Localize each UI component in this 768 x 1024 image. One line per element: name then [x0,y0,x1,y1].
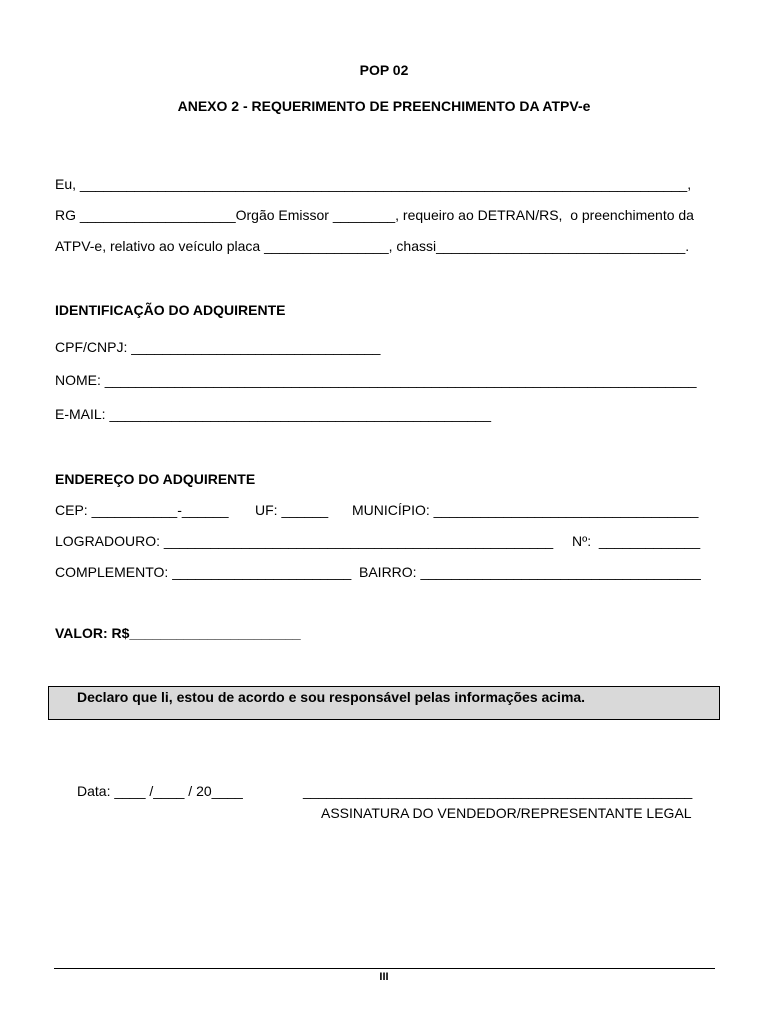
name-field: NOME: ____________________________________________________________________________ [55,372,697,388]
signature-line: __________________________________________________ [303,783,693,799]
declaration-text: Declaro que li, estou de acordo e sou responsável pelas informações acima. [77,689,586,705]
bairro-field: BAIRRO: ____________________________________ [359,564,701,580]
buyer-address-heading: ENDEREÇO DO ADQUIRENTE [55,471,256,487]
statement-line-1: Eu, ______________________________________________________________________________, [55,176,692,192]
buyer-identification-heading: IDENTIFICAÇÃO DO ADQUIRENTE [55,302,286,318]
annex-title: ANEXO 2 - REQUERIMENTO DE PREENCHIMENTO DA ATPV-e [177,98,591,114]
numero-field: Nº: _____________ [572,533,701,549]
municipio-field: MUNICÍPIO: __________________________________ [352,502,699,518]
valor-field: VALOR: R$______________________ [55,625,301,641]
statement-line-2: RG ____________________Orgão Emissor ________, requeiro ao DETRAN/RS, o preenchimento da [55,207,694,223]
statement-line-3: ATPV-e, relativo ao veículo placa ________________, chassi________________________________. [55,238,690,254]
page-number: III [379,971,389,983]
signature-caption: ASSINATURA DO VENDEDOR/REPRESENTANTE LEGAL [321,805,692,821]
document-code: POP 02 [359,62,409,78]
cpf-cnpj-field: CPF/CNPJ: ________________________________ [55,339,381,355]
declaration-box [48,686,720,720]
complemento-field: COMPLEMENTO: _______________________ [55,564,352,580]
cep-field: CEP: ___________-______ [55,502,229,518]
email-field: E-MAIL: _________________________________________________ [55,406,491,422]
logradouro-field: LOGRADOURO: __________________________________________________ [55,533,554,549]
uf-field: UF: ______ [255,502,329,518]
date-field: Data: ____ /____ / 20____ [77,783,243,799]
